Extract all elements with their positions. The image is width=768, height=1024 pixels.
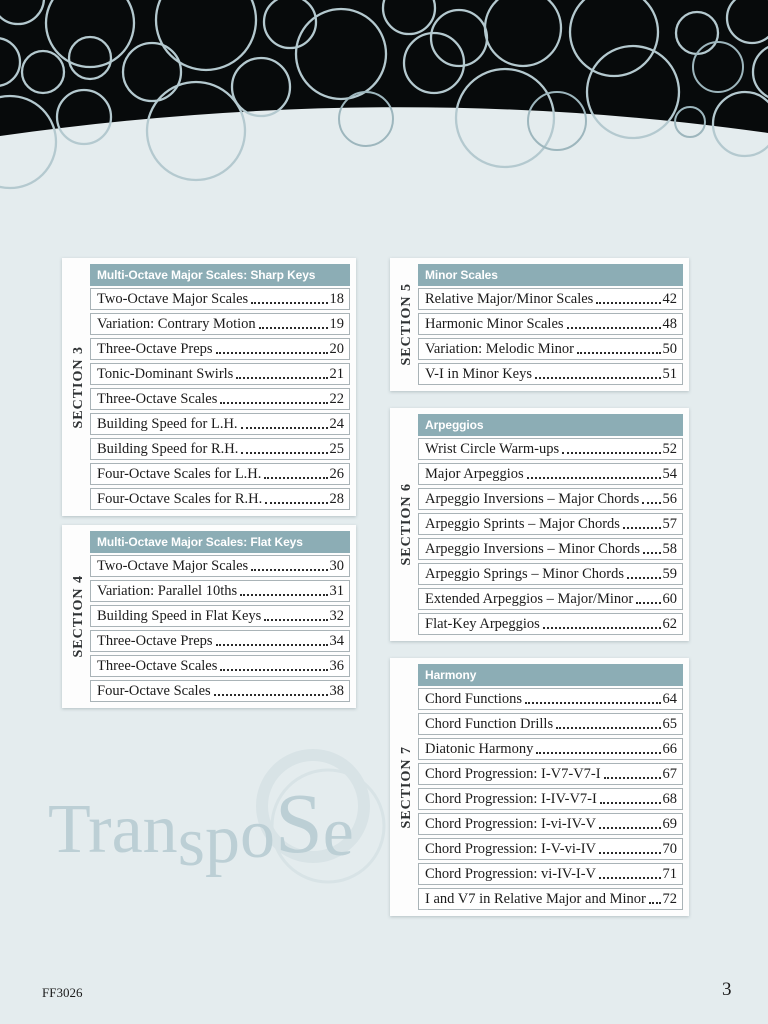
toc-entry-page-number: 38 <box>329 683 344 699</box>
toc-row <box>90 630 350 652</box>
dot-leader <box>604 777 661 779</box>
toc-row <box>418 813 683 835</box>
toc-entry-page-number: 72 <box>662 891 677 907</box>
toc-entry-title: Four-Octave Scales for R.H. <box>97 491 263 507</box>
dot-leader <box>259 327 328 329</box>
toc-entry-title: Extended Arpeggios – Major/Minor <box>425 591 634 607</box>
toc-entry-page-number: 69 <box>662 816 677 832</box>
dot-leader <box>599 852 660 854</box>
dot-leader <box>599 827 660 829</box>
toc-entry-page-number: 30 <box>329 558 344 574</box>
toc-entry-page-number: 19 <box>329 316 344 332</box>
toc-entry-page-number: 42 <box>662 291 677 307</box>
toc-entry-page-number: 22 <box>329 391 344 407</box>
toc-row <box>418 588 683 610</box>
toc-entry-title: Diatonic Harmony <box>425 741 534 757</box>
watermark-text <box>48 775 354 881</box>
dot-leader <box>264 619 327 621</box>
watermark <box>40 742 400 922</box>
toc-entry-page-number: 70 <box>662 841 677 857</box>
toc-row <box>90 555 350 577</box>
dot-leader <box>216 352 328 354</box>
toc-entry-title: Arpeggio Inversions – Major Chords <box>425 491 640 507</box>
toc-section-title: Harmony <box>418 664 683 686</box>
toc-entry-page-number: 21 <box>329 366 344 382</box>
toc-rows <box>90 555 350 702</box>
toc-entry-page-number: 66 <box>662 741 677 757</box>
dot-leader <box>214 694 328 696</box>
toc-row <box>418 838 683 860</box>
dot-leader <box>264 477 327 479</box>
dot-leader <box>577 352 660 354</box>
watermark-segment: Tran <box>48 791 178 868</box>
toc-rows <box>90 288 350 510</box>
toc-row <box>418 738 683 760</box>
toc-section-panel <box>62 258 356 516</box>
toc-entry-page-number: 50 <box>662 341 677 357</box>
toc-row <box>418 488 683 510</box>
toc-entry-title: Chord Progression: vi-IV-I-V <box>425 866 597 882</box>
toc-entry-page-number: 24 <box>329 416 344 432</box>
dot-leader <box>236 377 327 379</box>
dot-leader <box>535 377 660 379</box>
toc-row <box>90 463 350 485</box>
dot-leader <box>220 669 327 671</box>
toc-entry-page-number: 36 <box>329 658 344 674</box>
toc-table <box>418 414 683 635</box>
toc-row <box>418 313 683 335</box>
toc-entry-page-number: 71 <box>662 866 677 882</box>
footer-catalog-number: FF3026 <box>42 985 83 1000</box>
toc-row <box>418 438 683 460</box>
toc-section-panel <box>390 258 689 391</box>
toc-entry-page-number: 34 <box>329 633 344 649</box>
dot-leader <box>216 644 328 646</box>
toc-entry-title: Chord Progression: I-vi-IV-V <box>425 816 597 832</box>
toc-entry-page-number: 48 <box>662 316 677 332</box>
toc-entry-title: Chord Progression: I-IV-V7-I <box>425 791 597 807</box>
section-label-column <box>68 531 90 702</box>
section-label: SECTION 3 <box>71 345 86 429</box>
toc-entry-page-number: 31 <box>329 583 344 599</box>
toc-entry-page-number: 59 <box>662 566 677 582</box>
toc-entry-title: Chord Progression: I-V-vi-IV <box>425 841 597 857</box>
toc-row <box>418 288 683 310</box>
toc-row <box>418 363 683 385</box>
toc-row <box>90 338 350 360</box>
toc-entry-title: Variation: Contrary Motion <box>97 316 256 332</box>
toc-entry-title: Chord Progression: I-V7-V7-I <box>425 766 601 782</box>
toc-entry-title: Relative Major/Minor Scales <box>425 291 594 307</box>
toc-section-title: Arpeggios <box>418 414 683 436</box>
dot-leader <box>600 802 661 804</box>
footer-page-number: 3 <box>722 979 732 1000</box>
toc-row <box>90 388 350 410</box>
toc-entry-page-number: 68 <box>662 791 677 807</box>
watermark-segment: p <box>204 801 240 878</box>
toc-entry-page-number: 18 <box>329 291 344 307</box>
toc-entry-page-number: 51 <box>662 366 677 382</box>
toc-entry-title: Four-Octave Scales <box>97 683 211 699</box>
toc-entry-page-number: 64 <box>662 691 677 707</box>
dot-leader <box>543 627 661 629</box>
toc-row <box>418 763 683 785</box>
watermark-segment: s <box>177 804 205 881</box>
toc-entry-title: Three-Octave Preps <box>97 341 213 357</box>
dot-leader <box>627 577 661 579</box>
toc-entry-title: Variation: Melodic Minor <box>425 341 575 357</box>
toc-entry-page-number: 56 <box>662 491 677 507</box>
toc-row <box>90 680 350 702</box>
toc-row <box>418 788 683 810</box>
section-label-column <box>396 264 418 385</box>
toc-entry-title: Chord Function Drills <box>425 716 554 732</box>
toc-entry-title: Four-Octave Scales for L.H. <box>97 466 262 482</box>
dot-leader <box>567 327 661 329</box>
toc-table <box>418 264 683 385</box>
dot-leader <box>642 502 660 504</box>
toc-entry-title: I and V7 in Relative Major and Minor <box>425 891 646 907</box>
section-label-column <box>68 264 90 510</box>
watermark-segment: o <box>239 796 275 873</box>
toc-entry-page-number: 54 <box>662 466 677 482</box>
toc-row <box>418 563 683 585</box>
toc-entry-title: Flat-Key Arpeggios <box>425 616 540 632</box>
watermark-segment: S <box>274 775 323 871</box>
toc-entry-title: Arpeggio Inversions – Minor Chords <box>425 541 641 557</box>
dot-leader <box>241 427 328 429</box>
toc-entry-title: Building Speed for L.H. <box>97 416 238 432</box>
toc-entry-page-number: 65 <box>662 716 677 732</box>
toc-row <box>90 413 350 435</box>
toc-entry-title: Building Speed in Flat Keys <box>97 608 262 624</box>
section-label-column <box>396 664 418 910</box>
dot-leader <box>527 477 661 479</box>
toc-entry-title: Wrist Circle Warm-ups <box>425 441 560 457</box>
toc-entry-title: Harmonic Minor Scales <box>425 316 564 332</box>
toc-row <box>90 605 350 627</box>
dot-leader <box>649 902 661 904</box>
dot-leader <box>623 527 661 529</box>
toc-entry-title: Arpeggio Springs – Minor Chords <box>425 566 624 582</box>
toc-row <box>90 488 350 510</box>
toc-row <box>418 338 683 360</box>
section-label: SECTION 6 <box>399 483 414 566</box>
dot-leader <box>643 552 660 554</box>
toc-entry-title: Major Arpeggios <box>425 466 524 482</box>
toc-row <box>90 288 350 310</box>
dot-leader <box>220 402 327 404</box>
toc-entry-page-number: 57 <box>662 516 677 532</box>
toc-entry-page-number: 52 <box>662 441 677 457</box>
dot-leader <box>251 302 327 304</box>
toc-rows <box>418 438 683 635</box>
toc-entry-page-number: 26 <box>329 466 344 482</box>
toc-entry-page-number: 67 <box>662 766 677 782</box>
toc-entry-title: Tonic-Dominant Swirls <box>97 366 234 382</box>
toc-entry-title: Arpeggio Sprints – Major Chords <box>425 516 620 532</box>
toc-entry-title: Chord Functions <box>425 691 523 707</box>
toc-row <box>418 463 683 485</box>
toc-entry-page-number: 20 <box>329 341 344 357</box>
toc-entry-page-number: 58 <box>662 541 677 557</box>
toc-row <box>90 363 350 385</box>
toc-section-title: Minor Scales <box>418 264 683 286</box>
toc-entry-page-number: 60 <box>662 591 677 607</box>
section-label: SECTION 5 <box>399 283 414 366</box>
toc-entry-page-number: 28 <box>329 491 344 507</box>
dot-leader <box>240 594 327 596</box>
dot-leader <box>599 877 660 879</box>
toc-section-panel <box>390 408 689 641</box>
toc-row <box>90 655 350 677</box>
toc-entry-title: Two-Octave Major Scales <box>97 558 249 574</box>
section-label: SECTION 4 <box>71 575 86 658</box>
section-label: SECTION 7 <box>399 745 414 829</box>
toc-entry-title: Building Speed for R.H. <box>97 441 239 457</box>
toc-table <box>90 531 350 702</box>
toc-column-left <box>62 258 356 708</box>
toc-row <box>90 438 350 460</box>
decorative-circles-header <box>0 0 768 212</box>
dot-leader <box>241 452 327 454</box>
toc-entry-title: Three-Octave Preps <box>97 633 213 649</box>
dot-leader <box>556 727 660 729</box>
toc-section-title: Multi-Octave Major Scales: Sharp Keys <box>90 264 350 286</box>
toc-entry-title: Three-Octave Scales <box>97 658 218 674</box>
dot-leader <box>265 502 327 504</box>
toc-row <box>418 863 683 885</box>
section-label-column <box>396 414 418 635</box>
toc-rows <box>418 288 683 385</box>
toc-row <box>418 613 683 635</box>
toc-row <box>418 713 683 735</box>
watermark-segment: e <box>322 794 354 871</box>
toc-entry-page-number: 25 <box>329 441 344 457</box>
toc-entry-title: V-I in Minor Keys <box>425 366 533 382</box>
dot-leader <box>251 569 327 571</box>
toc-row <box>90 313 350 335</box>
dot-leader <box>562 452 660 454</box>
toc-entry-title: Two-Octave Major Scales <box>97 291 249 307</box>
toc-entry-page-number: 32 <box>329 608 344 624</box>
toc-row <box>418 688 683 710</box>
dot-leader <box>536 752 660 754</box>
toc-entry-title: Variation: Parallel 10ths <box>97 583 238 599</box>
toc-row <box>418 538 683 560</box>
toc-entry-page-number: 62 <box>662 616 677 632</box>
toc-entry-title: Three-Octave Scales <box>97 391 218 407</box>
dot-leader <box>525 702 660 704</box>
toc-row <box>418 513 683 535</box>
toc-rows <box>418 688 683 910</box>
toc-section-panel <box>62 525 356 708</box>
toc-column-right <box>390 258 689 916</box>
dot-leader <box>596 302 660 304</box>
toc-section-panel <box>390 658 689 916</box>
toc-table <box>90 264 350 510</box>
toc-section-title: Multi-Octave Major Scales: Flat Keys <box>90 531 350 553</box>
toc-row <box>418 888 683 910</box>
dot-leader <box>636 602 660 604</box>
toc-table <box>418 664 683 910</box>
toc-row <box>90 580 350 602</box>
